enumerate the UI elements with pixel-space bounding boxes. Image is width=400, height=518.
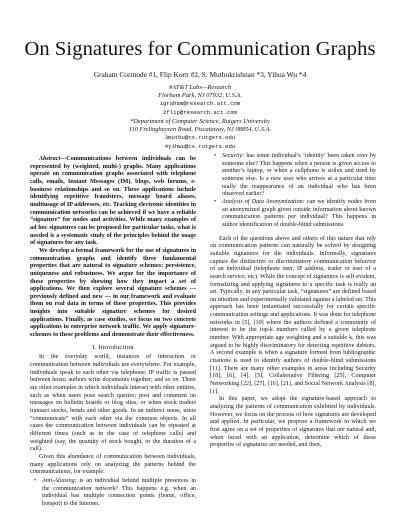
bullet-label: Analysis of Data Anonymization: xyxy=(222,198,305,205)
paper-title: On Signatures for Communication Graphs xyxy=(24,38,376,60)
bullet-text: can we identify nodes from an anonymized graph given outside information about known communication patterns per individual? This happens in author identification of double-blind submissions. xyxy=(222,198,377,228)
affiliation-address: 110 Frelinghuysen Road, Piscataway, NJ 08854, U.S.A. xyxy=(128,126,272,134)
affiliation-address: Florham Park, NJ 07932, U.S.A. xyxy=(158,92,242,100)
author-email: 4yihwu@cs.rutgers.edu xyxy=(164,142,236,150)
intro-paragraph: In the everyday world, instances of interaction or communication between individuals are everywhere. For example, individuals speak to each other via telephone; IP traffic is passed between hosts; authors write documents together; and so on. There are other examples in which individuals interact with other entities, such as when users pose search queries; post and comment on messages on bulletin boards or blog sites; or when stock traders transact stocks, bonds and other goods. In an indirect sense, users “communicate” with each other via the common objects. In all cases the communication between individuals can be repeated at different times (such as in the case of telephone calls) and weighted (say, the quantity of stock bought, or the duration of a call). xyxy=(30,354,196,453)
abstract-paragraph: We develop a formal framework for the use of signatures in communication graphs and identify three fundamental properties that are natural to signature schemes: persistence, uniqueness and robustness. We argue for the importance of these properties by showing how they impact a set of applications. We then explore several signature schemes — previously defined and new — in our framework and evaluate them on real data in terms of these properties. This provides insights into suitable signature schemes for desired applications. Finally, as case studies, we focus on two concrete applications in enterprise network traffic. We apply signature-schemes to these problems and demonstrate their effectiveness. xyxy=(30,247,196,339)
list-item xyxy=(222,153,376,199)
application-list xyxy=(30,478,196,509)
author-list: Graham Cormode #1, Flip Korn #2, S. Muthukrishnan *3, Yihua Wu *4 xyxy=(93,70,307,79)
affiliation-rutgers xyxy=(0,118,400,151)
bullet-text: is an individual behind multiple presences in the communication network? This happens e.g. when an individual has multiple connection points (home, office, hotspot) to the Internet. xyxy=(42,477,196,507)
application-list-continued xyxy=(210,153,376,230)
bullet-label: Anti-Aliasing: xyxy=(42,477,77,484)
right-column xyxy=(210,153,376,450)
abstract-paragraph xyxy=(30,156,196,248)
author-email: 1graham@research.att.com xyxy=(159,100,241,108)
bullet-text: has some individual’s ‘identity’ been taken over by someone else? This happens when a person is given access to another’s laptop, or when a cellphone is stolen and used by someone else. Is a new user who arrives at a particular time really the reappearance of an individual who has been observed earlier? xyxy=(222,153,376,198)
bullet-label: Security: xyxy=(222,153,245,159)
intro-paragraph: Given this abundance of communication between individuals, many applications rely on analyzing the patterns behind the communications, for example: xyxy=(30,453,196,476)
list-item xyxy=(222,199,376,230)
author-email: 3muthu@cs.rutgers.edu xyxy=(164,134,236,142)
author-email: 2flip@research.att.com xyxy=(163,108,237,116)
list-item xyxy=(42,478,196,509)
affiliation-org: #AT&T Labs—Research xyxy=(168,84,232,91)
body-paragraph: In this paper, we adopt the signature-based approach to analyzing the patterns of communication exhibited by individuals. However, we focus on the process of how signatures are developed and applied. In particular, we propose a framework in which we first agree on a set of properties of signatures that are natural and, when faced with an application, determine which of these properties of signatures are needed, and then, xyxy=(210,396,376,449)
body-paragraph: Each of the questions above and others of this nature that rely on communication patterns can naturally be solved by designing suitable signatures for the individuals. Informally, signatures capture the distinctive or discriminatory communication behavior of an individual (telephone user, IP address, trader or user of a search service, etc). While the concept of signatures is self-evident, formalizing and applying signatures to a specific task is really an art. Typically, in any particular task, “signatures” are defined based on intuition and experimentally validated against a labeled set. This approach has been instantiated successfully for certain specific communication settings and applications. It was done for telephone networks in [5], [10] where the authors defined a community of interest to be the top-k numbers called by a given telephone number. With appropriate age weighting and a suitable k, this was argued to be highly discriminatory for detecting repetitive debtors. A second example is when a signature formed from bibliographic citations is used to identify authors of double-blind submissions [11]. There are many other examples in areas including Security [18], [6], [4], [5], Collaborative Filtering [25], Computer Networking [22], [27], [16], [21], and Social Network Analysis [8], [1]. xyxy=(210,235,376,395)
left-column xyxy=(30,156,196,509)
abstract-label: Abstract— xyxy=(39,156,67,162)
section-heading: I. Introduction xyxy=(92,343,134,351)
abstract-text: Communications between individuals can be represented by (weighted, multi-) graphs. Many applications operate on communication graphs associated with telephone calls, emails, Instant Messages (IM), blogs, web forums, e-business relationships and so on. These applications include identifying repetitive fraudsters, message board aliases, multiusage of IP addresses, etc. Tracking electronic identities in communication networks can be achieved if we have a reliable “signature” for nodes and activities. While many examples of ad hoc signatures can be proposed for particular tasks, what is needed is a systematic study of the principles behind the usage of signatures for any task. xyxy=(30,156,196,247)
affiliation-att xyxy=(0,84,400,117)
affiliation-org: *Department of Computer Science, Rutgers University xyxy=(130,118,270,125)
